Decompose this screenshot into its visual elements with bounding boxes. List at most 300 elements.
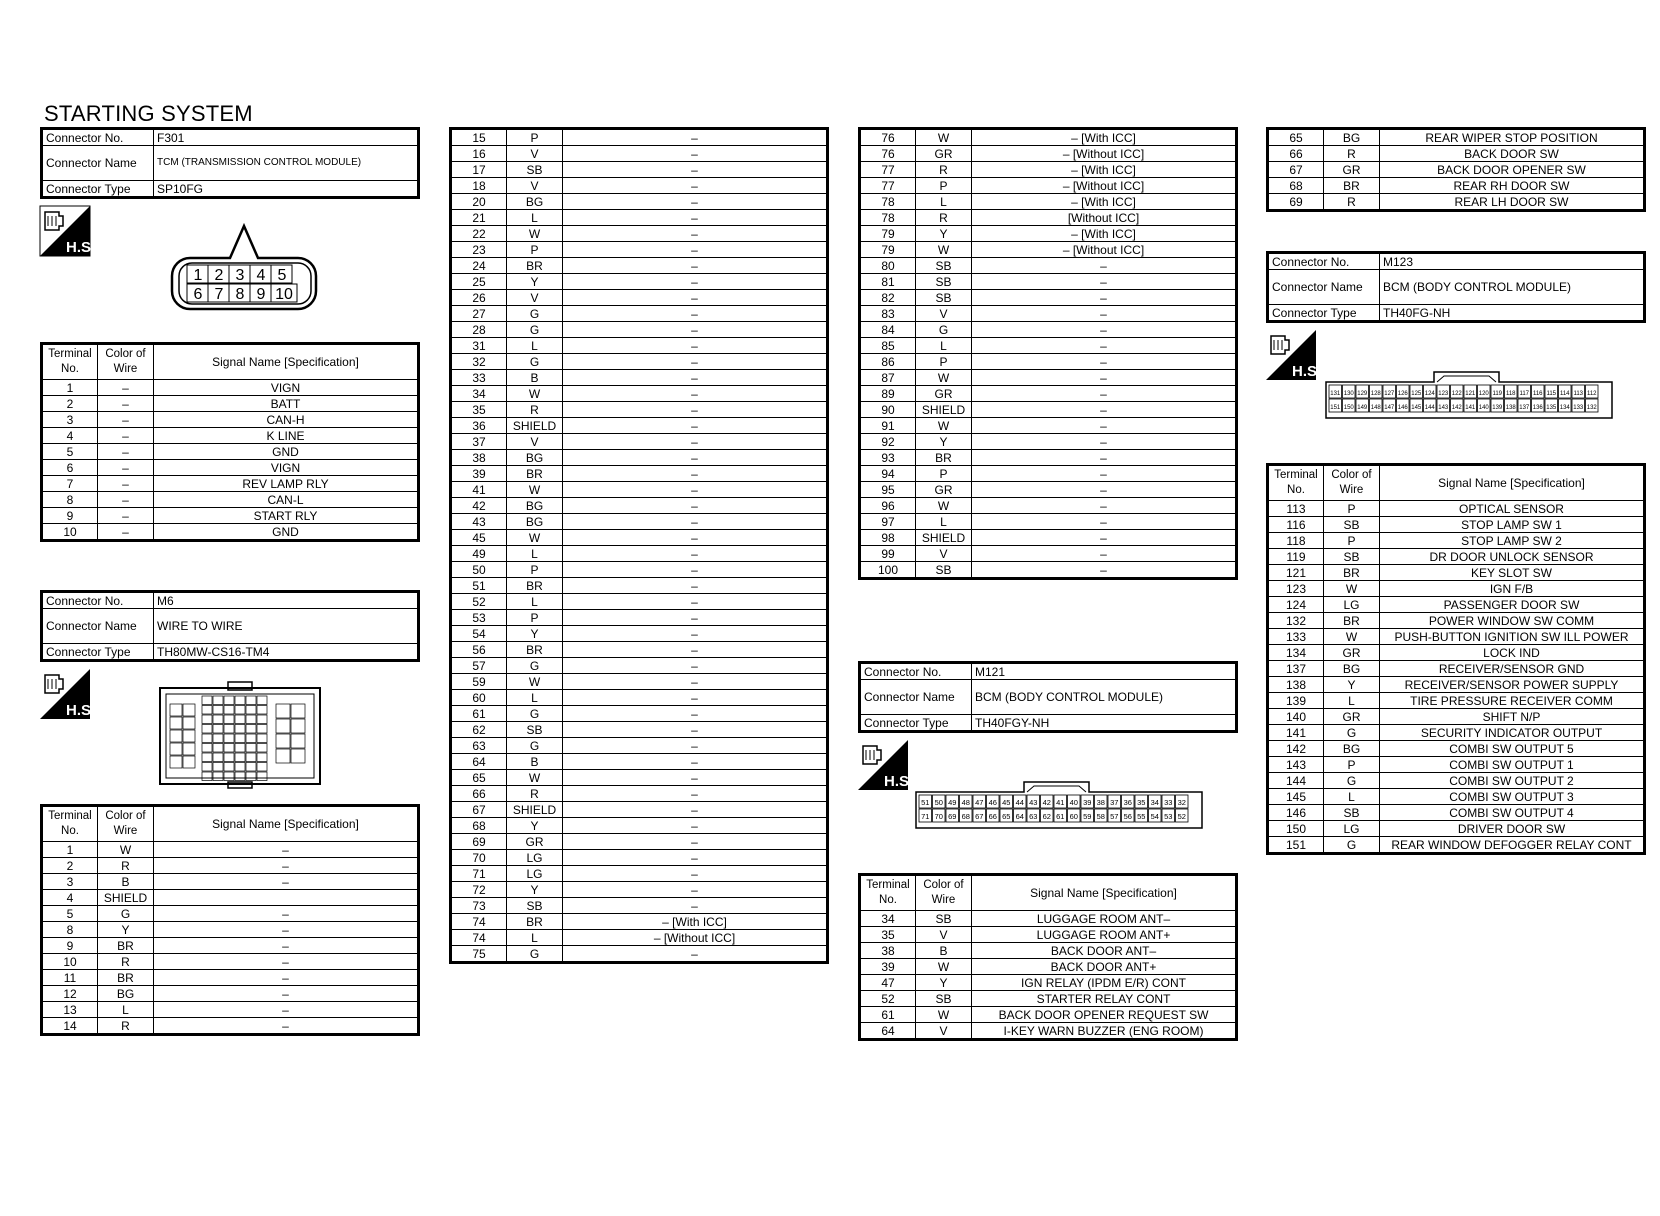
table-row bbox=[451, 514, 828, 530]
wire-color-cell: G bbox=[1324, 837, 1380, 854]
table-row bbox=[860, 306, 1237, 322]
svg-text:142: 142 bbox=[1451, 405, 1462, 411]
wire-color-cell: B bbox=[916, 943, 972, 959]
table-row bbox=[451, 642, 828, 658]
terminal-no-cell: 4 bbox=[42, 428, 98, 444]
terminal-no-header: Terminal No. bbox=[860, 875, 916, 911]
signal-name-header: Signal Name [Specification] bbox=[972, 875, 1237, 911]
svg-text:6: 6 bbox=[193, 286, 203, 303]
table-row bbox=[860, 194, 1237, 210]
wire-color-cell: Y bbox=[1324, 677, 1380, 693]
terminal-no-cell: 143 bbox=[1268, 757, 1324, 773]
signal-name-cell: – bbox=[563, 354, 828, 370]
wire-color-cell: G bbox=[507, 322, 563, 338]
svg-text:59: 59 bbox=[1083, 812, 1092, 821]
svg-text:120: 120 bbox=[1478, 391, 1489, 397]
wire-color-cell: BR bbox=[1324, 178, 1380, 194]
terminal-no-cell: 66 bbox=[1268, 146, 1324, 162]
signal-name-cell: – bbox=[563, 706, 828, 722]
table-row bbox=[1268, 789, 1645, 805]
table-row bbox=[860, 482, 1237, 498]
signal-name-cell: IGN RELAY (IPDM E/R) CONT bbox=[972, 975, 1237, 991]
signal-name-cell: – bbox=[154, 1002, 419, 1018]
table-row bbox=[1268, 194, 1645, 211]
wire-color-cell: L bbox=[916, 514, 972, 530]
terminal-no-cell: 5 bbox=[42, 444, 98, 460]
wire-color-cell: BG bbox=[1324, 661, 1380, 677]
pin-cell bbox=[1491, 399, 1504, 412]
table-row bbox=[1268, 565, 1645, 581]
pin-cell bbox=[1108, 809, 1121, 822]
svg-text:H.S.: H.S. bbox=[66, 702, 96, 719]
svg-text:36: 36 bbox=[1123, 798, 1132, 807]
terminal-no-cell: 79 bbox=[860, 226, 916, 242]
table-row bbox=[1268, 677, 1645, 693]
table-row bbox=[1268, 517, 1645, 533]
pin-cell bbox=[919, 809, 932, 822]
terminal-no-cell: 32 bbox=[451, 354, 507, 370]
table-row bbox=[451, 866, 828, 882]
wire-color-cell: LG bbox=[507, 850, 563, 866]
pin-cell bbox=[1532, 399, 1545, 412]
table-row bbox=[1268, 837, 1645, 854]
signal-name-cell: BACK DOOR SW bbox=[1380, 146, 1645, 162]
wire-color-cell: SB bbox=[916, 290, 972, 306]
table-row bbox=[451, 738, 828, 754]
terminal-no-cell: 118 bbox=[1268, 533, 1324, 549]
table-row bbox=[860, 338, 1237, 354]
f301-connector-face bbox=[168, 222, 318, 322]
terminal-no-cell: 121 bbox=[1268, 565, 1324, 581]
wire-color-cell: W bbox=[916, 129, 972, 146]
table-row bbox=[451, 594, 828, 610]
svg-text:123: 123 bbox=[1438, 391, 1449, 397]
pin-cell bbox=[1437, 385, 1450, 398]
signal-name-cell: REAR RH DOOR SW bbox=[1380, 178, 1645, 194]
pin-cell bbox=[1081, 795, 1094, 808]
svg-text:127: 127 bbox=[1384, 391, 1395, 397]
table-row bbox=[1268, 725, 1645, 741]
signal-name-cell: – [With ICC] bbox=[972, 194, 1237, 210]
pin-cell bbox=[946, 809, 959, 822]
terminal-no-cell: 33 bbox=[451, 370, 507, 386]
terminal-no-cell: 2 bbox=[42, 396, 98, 412]
wire-color-cell: L bbox=[916, 194, 972, 210]
harness-side-icon bbox=[1266, 330, 1322, 380]
terminal-no-cell: 146 bbox=[1268, 805, 1324, 821]
pin-cell bbox=[1108, 795, 1121, 808]
wire-color-cell: V bbox=[507, 290, 563, 306]
pin-cell bbox=[1343, 399, 1356, 412]
terminal-no-cell: 45 bbox=[451, 530, 507, 546]
terminal-no-cell: 138 bbox=[1268, 677, 1324, 693]
wire-color-cell: SB bbox=[1324, 517, 1380, 533]
pin-cell bbox=[1505, 399, 1518, 412]
terminal-no-cell: 82 bbox=[860, 290, 916, 306]
svg-text:143: 143 bbox=[1438, 405, 1449, 411]
pin-cell bbox=[1356, 399, 1369, 412]
pin-cell bbox=[1559, 385, 1572, 398]
signal-name-cell: SHIFT N/P bbox=[1380, 709, 1645, 725]
pin-cell bbox=[1329, 399, 1342, 412]
svg-text:57: 57 bbox=[1110, 812, 1119, 821]
terminal-no-cell: 18 bbox=[451, 178, 507, 194]
pin-cell bbox=[1081, 809, 1094, 822]
connector-name-value: WIRE TO WIRE bbox=[154, 609, 419, 644]
terminal-no-cell: 123 bbox=[1268, 581, 1324, 597]
pin-cell-5 bbox=[271, 265, 292, 284]
wire-color-cell: – bbox=[98, 380, 154, 396]
terminal-no-cell: 93 bbox=[860, 450, 916, 466]
table-row bbox=[451, 129, 828, 146]
terminal-no-cell: 133 bbox=[1268, 629, 1324, 645]
signal-name-cell: – bbox=[563, 738, 828, 754]
svg-text:141: 141 bbox=[1465, 405, 1476, 411]
connector-name-label: Connector Name bbox=[860, 680, 972, 715]
wire-color-cell: LG bbox=[507, 866, 563, 882]
signal-name-cell: – bbox=[563, 466, 828, 482]
terminal-no-cell: 56 bbox=[451, 642, 507, 658]
svg-text:66: 66 bbox=[988, 812, 997, 821]
wire-color-cell: V bbox=[916, 306, 972, 322]
table-row bbox=[860, 290, 1237, 306]
terminal-no-cell: 54 bbox=[451, 626, 507, 642]
table-row bbox=[451, 674, 828, 690]
signal-name-cell: DR DOOR UNLOCK SENSOR bbox=[1380, 549, 1645, 565]
table-row bbox=[451, 386, 828, 402]
pin-cell bbox=[1383, 385, 1396, 398]
signal-name-cell: – bbox=[972, 354, 1237, 370]
terminal-no-cell: 132 bbox=[1268, 613, 1324, 629]
svg-text:34: 34 bbox=[1150, 798, 1159, 807]
terminal-no-cell: 84 bbox=[860, 322, 916, 338]
table-row bbox=[451, 802, 828, 818]
wire-color-cell: V bbox=[507, 146, 563, 162]
table-row bbox=[860, 1023, 1237, 1040]
table-row bbox=[860, 927, 1237, 943]
table-row bbox=[860, 178, 1237, 194]
signal-name-cell: REAR WINDOW DEFOGGER RELAY CONT bbox=[1380, 837, 1645, 854]
m6-connector-info bbox=[40, 590, 420, 662]
table-row bbox=[1268, 533, 1645, 549]
svg-text:71: 71 bbox=[921, 812, 930, 821]
table-row bbox=[42, 1002, 419, 1018]
table-row bbox=[42, 380, 419, 396]
table-row bbox=[42, 906, 419, 922]
svg-text:67: 67 bbox=[975, 812, 984, 821]
pin-cell bbox=[1149, 795, 1162, 808]
terminal-no-cell: 72 bbox=[451, 882, 507, 898]
terminal-no-cell: 61 bbox=[860, 1007, 916, 1023]
terminal-no-cell: 68 bbox=[1268, 178, 1324, 194]
wire-color-cell: Y bbox=[916, 434, 972, 450]
signal-name-cell: – bbox=[154, 954, 419, 970]
table-row bbox=[1268, 741, 1645, 757]
wire-color-cell: SHIELD bbox=[916, 402, 972, 418]
svg-text:42: 42 bbox=[1042, 798, 1051, 807]
svg-text:50: 50 bbox=[934, 798, 943, 807]
signal-name-cell: – bbox=[563, 498, 828, 514]
signal-name-cell: TIRE PRESSURE RECEIVER COMM bbox=[1380, 693, 1645, 709]
connector-name-label: Connector Name bbox=[42, 609, 154, 644]
signal-name-cell: – bbox=[563, 129, 828, 146]
pin-cell bbox=[1068, 795, 1081, 808]
wire-color-cell: W bbox=[916, 242, 972, 258]
signal-name-cell: DRIVER DOOR SW bbox=[1380, 821, 1645, 837]
terminal-no-cell: 4 bbox=[42, 890, 98, 906]
terminal-no-cell: 83 bbox=[860, 306, 916, 322]
svg-text:122: 122 bbox=[1451, 391, 1462, 397]
table-row bbox=[451, 290, 828, 306]
wire-color-cell: W bbox=[916, 418, 972, 434]
svg-text:54: 54 bbox=[1150, 812, 1159, 821]
signal-name-cell: – bbox=[563, 642, 828, 658]
svg-text:140: 140 bbox=[1478, 405, 1489, 411]
terminal-no-cell: 57 bbox=[451, 658, 507, 674]
terminal-no-cell: 38 bbox=[451, 450, 507, 466]
terminal-no-cell: 78 bbox=[860, 194, 916, 210]
signal-name-cell: – bbox=[563, 226, 828, 242]
signal-name-cell: RECEIVER/SENSOR POWER SUPPLY bbox=[1380, 677, 1645, 693]
signal-name-cell: – bbox=[563, 242, 828, 258]
signal-name-cell: POWER WINDOW SW COMM bbox=[1380, 613, 1645, 629]
wire-color-cell: SHIELD bbox=[916, 530, 972, 546]
svg-text:61: 61 bbox=[1056, 812, 1065, 821]
terminal-no-cell: 47 bbox=[860, 975, 916, 991]
table-row bbox=[451, 146, 828, 162]
wire-color-cell: BG bbox=[507, 194, 563, 210]
table-row bbox=[42, 1018, 419, 1035]
terminal-no-cell: 16 bbox=[451, 146, 507, 162]
signal-name-cell: – [Without ICC] bbox=[972, 146, 1237, 162]
wire-color-cell: P bbox=[507, 562, 563, 578]
svg-text:33: 33 bbox=[1164, 798, 1173, 807]
signal-name-cell: – bbox=[154, 986, 419, 1002]
pin-cell bbox=[1095, 795, 1108, 808]
svg-text:112: 112 bbox=[1586, 391, 1597, 397]
wire-color-cell: SB bbox=[1324, 549, 1380, 565]
wire-color-cell: SB bbox=[507, 722, 563, 738]
table-row bbox=[451, 818, 828, 834]
pin-cell bbox=[1027, 809, 1040, 822]
pin-cell bbox=[1586, 399, 1599, 412]
terminal-no-cell: 70 bbox=[451, 850, 507, 866]
terminal-no-cell: 31 bbox=[451, 338, 507, 354]
signal-name-cell: LUGGAGE ROOM ANT– bbox=[972, 911, 1237, 927]
signal-name-cell: – bbox=[563, 546, 828, 562]
pin-cell-2 bbox=[208, 265, 229, 284]
svg-text:1: 1 bbox=[193, 267, 203, 284]
wire-color-cell: G bbox=[1324, 773, 1380, 789]
signal-name-cell: – bbox=[972, 338, 1237, 354]
terminal-no-cell: 50 bbox=[451, 562, 507, 578]
connector-no-value: M121 bbox=[972, 663, 1237, 680]
signal-name-header: Signal Name [Specification] bbox=[154, 344, 419, 380]
wire-color-cell: SB bbox=[507, 162, 563, 178]
table-row bbox=[1268, 693, 1645, 709]
m6-terminal-table-continued bbox=[449, 127, 829, 964]
table-row bbox=[451, 786, 828, 802]
svg-text:35: 35 bbox=[1137, 798, 1146, 807]
hs-badge-text: H.S. bbox=[66, 239, 96, 256]
terminal-no-cell: 12 bbox=[42, 986, 98, 1002]
table-row bbox=[451, 226, 828, 242]
signal-name-cell: – bbox=[154, 938, 419, 954]
table-row bbox=[42, 954, 419, 970]
terminal-no-cell: 8 bbox=[42, 922, 98, 938]
table-row bbox=[451, 194, 828, 210]
signal-name-cell: – bbox=[972, 418, 1237, 434]
signal-name-cell: – bbox=[154, 842, 419, 858]
signal-name-cell: BACK DOOR ANT– bbox=[972, 943, 1237, 959]
pin-cell bbox=[987, 795, 1000, 808]
svg-text:46: 46 bbox=[988, 798, 997, 807]
svg-text:146: 146 bbox=[1397, 405, 1408, 411]
pin-cell bbox=[960, 795, 973, 808]
connector-no-value: M123 bbox=[1380, 253, 1645, 270]
table-row bbox=[451, 658, 828, 674]
signal-name-cell: GND bbox=[154, 444, 419, 460]
pin-cell bbox=[1370, 399, 1383, 412]
wire-color-cell: SB bbox=[916, 991, 972, 1007]
terminal-no-cell: 9 bbox=[42, 508, 98, 524]
signal-name-cell: – bbox=[563, 530, 828, 546]
signal-name-cell: – bbox=[563, 850, 828, 866]
pin-cell-8 bbox=[229, 284, 250, 303]
svg-text:134: 134 bbox=[1559, 405, 1570, 411]
pin-cell bbox=[1162, 809, 1175, 822]
svg-text:58: 58 bbox=[1096, 812, 1105, 821]
table-row bbox=[860, 975, 1237, 991]
connector-no-value: M6 bbox=[154, 592, 419, 609]
svg-text:126: 126 bbox=[1397, 391, 1408, 397]
signal-name-cell: – [Without ICC] bbox=[563, 930, 828, 946]
svg-text:9: 9 bbox=[256, 286, 266, 303]
m121-connector-info bbox=[858, 661, 1238, 733]
svg-text:116: 116 bbox=[1532, 391, 1543, 397]
terminal-no-cell: 14 bbox=[42, 1018, 98, 1035]
pin-cell-9 bbox=[250, 284, 271, 303]
wire-color-cell: – bbox=[98, 508, 154, 524]
wire-color-cell: BR bbox=[98, 938, 154, 954]
table-row bbox=[451, 258, 828, 274]
svg-text:H.S.: H.S. bbox=[884, 773, 914, 790]
pin-cell bbox=[946, 795, 959, 808]
table-row bbox=[1268, 146, 1645, 162]
terminal-no-cell: 28 bbox=[451, 322, 507, 338]
m123-terminal-table bbox=[1266, 463, 1646, 855]
svg-text:49: 49 bbox=[948, 798, 957, 807]
wire-color-cell: SB bbox=[916, 274, 972, 290]
terminal-no-cell: 97 bbox=[860, 514, 916, 530]
pin-cell bbox=[1410, 385, 1423, 398]
wire-color-cell: R bbox=[916, 210, 972, 226]
wire-color-cell: LG bbox=[1324, 597, 1380, 613]
pin-cell bbox=[1135, 795, 1148, 808]
wire-color-cell: – bbox=[98, 428, 154, 444]
terminal-no-cell: 9 bbox=[42, 938, 98, 954]
signal-name-cell: – bbox=[154, 1018, 419, 1035]
pin-cell bbox=[933, 795, 946, 808]
pin-cell bbox=[1343, 385, 1356, 398]
signal-name-header: Signal Name [Specification] bbox=[1380, 465, 1645, 501]
m121-terminal-table-continued bbox=[1266, 127, 1646, 212]
table-row bbox=[860, 434, 1237, 450]
terminal-no-cell: 113 bbox=[1268, 501, 1324, 517]
terminal-no-cell: 35 bbox=[451, 402, 507, 418]
signal-name-cell: – bbox=[972, 514, 1237, 530]
table-row bbox=[451, 498, 828, 514]
terminal-no-cell: 142 bbox=[1268, 741, 1324, 757]
table-row bbox=[42, 476, 419, 492]
signal-name-cell: – bbox=[154, 922, 419, 938]
signal-name-cell: – bbox=[563, 658, 828, 674]
table-row bbox=[451, 946, 828, 963]
table-row bbox=[860, 530, 1237, 546]
terminal-no-cell: 100 bbox=[860, 562, 916, 579]
wire-color-cell: – bbox=[98, 396, 154, 412]
terminal-no-cell: 52 bbox=[860, 991, 916, 1007]
table-row bbox=[1268, 629, 1645, 645]
wire-color-cell: GR bbox=[1324, 162, 1380, 178]
terminal-no-cell: 64 bbox=[451, 754, 507, 770]
wire-color-cell: W bbox=[507, 226, 563, 242]
terminal-no-cell: 39 bbox=[451, 466, 507, 482]
signal-name-cell: – bbox=[154, 874, 419, 890]
pin-cell bbox=[973, 809, 986, 822]
pin-cell bbox=[1027, 795, 1040, 808]
svg-text:53: 53 bbox=[1164, 812, 1173, 821]
wire-color-cell: P bbox=[507, 610, 563, 626]
table-row bbox=[451, 914, 828, 930]
svg-text:5: 5 bbox=[277, 267, 287, 284]
wire-color-cell: R bbox=[98, 858, 154, 874]
color-of-wire-header: Color of Wire bbox=[98, 344, 154, 380]
signal-name-cell: – bbox=[563, 946, 828, 963]
svg-text:8: 8 bbox=[235, 286, 245, 303]
terminal-no-cell: 35 bbox=[860, 927, 916, 943]
signal-name-cell: – bbox=[972, 498, 1237, 514]
wire-color-cell: R bbox=[507, 402, 563, 418]
connector-type-value: SP10FG bbox=[154, 181, 419, 198]
pin-cell bbox=[1383, 399, 1396, 412]
signal-name-cell: K LINE bbox=[154, 428, 419, 444]
signal-name-cell: IGN F/B bbox=[1380, 581, 1645, 597]
svg-text:129: 129 bbox=[1357, 391, 1368, 397]
svg-text:132: 132 bbox=[1586, 405, 1597, 411]
wire-color-cell: G bbox=[507, 354, 563, 370]
signal-name-cell: BACK DOOR OPENER REQUEST SW bbox=[972, 1007, 1237, 1023]
terminal-no-cell: 59 bbox=[451, 674, 507, 690]
m123-connector-info bbox=[1266, 251, 1646, 323]
wire-color-cell: L bbox=[98, 1002, 154, 1018]
pin-cell-7 bbox=[208, 284, 229, 303]
svg-text:64: 64 bbox=[1015, 812, 1024, 821]
svg-text:145: 145 bbox=[1411, 405, 1422, 411]
signal-name-cell: – bbox=[972, 306, 1237, 322]
pin-cell bbox=[1054, 809, 1067, 822]
signal-name-cell: – bbox=[563, 514, 828, 530]
signal-name-cell: I-KEY WARN BUZZER (ENG ROOM) bbox=[972, 1023, 1237, 1040]
signal-name-cell: REV LAMP RLY bbox=[154, 476, 419, 492]
wire-color-cell: V bbox=[916, 1023, 972, 1040]
signal-name-cell: – bbox=[972, 482, 1237, 498]
signal-name-cell: – [With ICC] bbox=[563, 914, 828, 930]
pin-cell bbox=[1054, 795, 1067, 808]
pin-cell bbox=[1491, 385, 1504, 398]
terminal-no-cell: 94 bbox=[860, 466, 916, 482]
signal-name-cell: – bbox=[563, 178, 828, 194]
